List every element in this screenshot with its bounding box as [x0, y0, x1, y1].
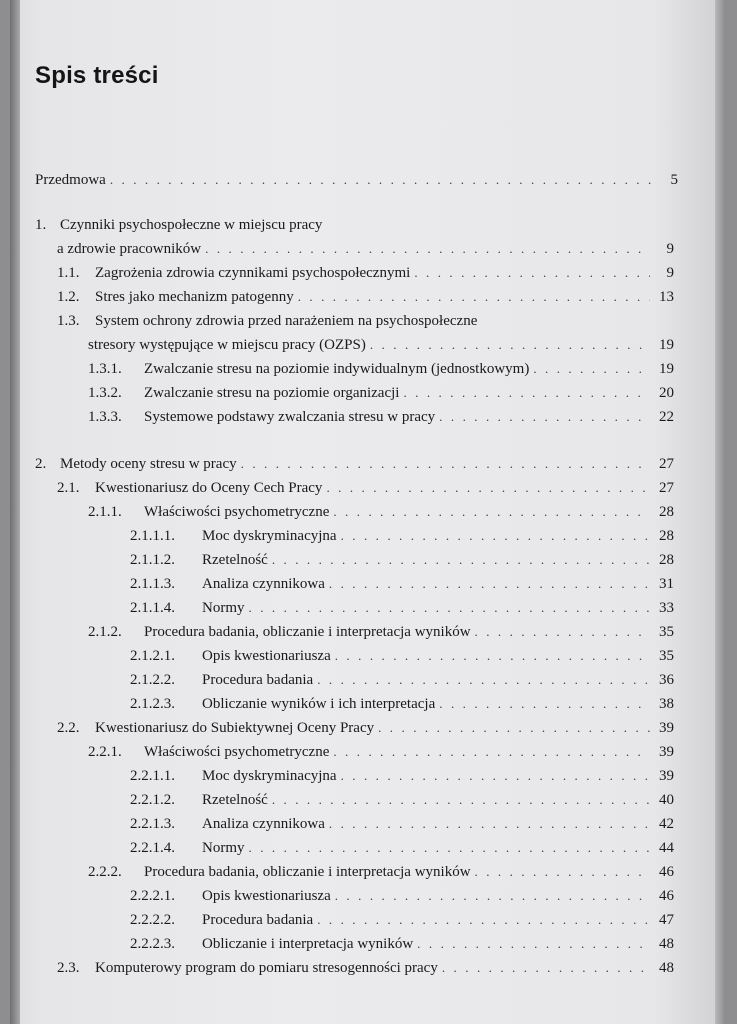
toc-entry-title: Systemowe podstawy zwalczania stresu w pracy	[144, 409, 436, 425]
dot-leader	[335, 646, 650, 666]
toc-entry-number: 2.1.2.2.	[130, 672, 175, 688]
toc-entry-title: Obliczanie i interpretacja wyników	[202, 936, 414, 952]
dot-leader	[317, 910, 650, 930]
toc-entry-title: Opis kwestionariusza	[202, 888, 331, 904]
toc-entry	[57, 958, 674, 978]
toc-entry-number: 1.	[35, 217, 47, 233]
toc-entry-title: Procedura badania	[202, 912, 314, 928]
dot-leader	[110, 170, 654, 190]
toc-entry	[130, 598, 674, 618]
dot-leader	[475, 862, 650, 882]
toc-entry	[57, 239, 674, 259]
dot-leader	[439, 407, 650, 427]
toc-entry	[130, 910, 674, 930]
toc-entry-page: 39	[659, 768, 674, 784]
toc-entry-page: 31	[659, 576, 674, 592]
dot-leader	[326, 478, 650, 498]
toc-entry-page: 39	[659, 744, 674, 760]
toc-entry-page: 46	[659, 864, 674, 880]
toc-entry	[88, 383, 674, 403]
toc-entry-title: Właściwości psychometryczne	[144, 504, 330, 520]
toc-entry-number: 1.3.	[57, 313, 80, 329]
dot-leader	[475, 622, 650, 642]
toc-entry	[35, 454, 674, 474]
toc-entry	[57, 311, 477, 331]
toc-entry-page: 27	[659, 456, 674, 472]
toc-entry-title: Kwestionariusz do Oceny Cech Pracy	[95, 480, 323, 496]
toc-entry-page: 36	[659, 672, 674, 688]
toc-entry	[130, 670, 674, 690]
toc-entry	[35, 215, 322, 235]
dot-leader	[370, 335, 650, 355]
dot-leader	[333, 502, 650, 522]
toc-entry-number: 1.3.1.	[88, 361, 122, 377]
toc-entry-title: a zdrowie pracowników	[57, 241, 202, 257]
toc-entry-page: 13	[659, 289, 674, 305]
toc-entry-number: 2.1.2.1.	[130, 648, 175, 664]
toc-entry-page: 5	[670, 172, 678, 188]
toc-entry-title: Zagrożenia zdrowia czynnikami psychospołecznymi	[95, 265, 411, 281]
toc-entry-page: 27	[659, 480, 674, 496]
toc-entry-title: Moc dyskryminacyjna	[202, 768, 337, 784]
toc-entry	[57, 263, 674, 283]
toc-entry-number: 2.2.2.3.	[130, 936, 175, 952]
toc-entry-title: Rzetelność	[202, 552, 268, 568]
toc-entry-number: 1.2.	[57, 289, 80, 305]
dot-leader	[378, 718, 650, 738]
toc-entry-title: Normy	[202, 600, 245, 616]
toc-entry-number: 2.2.1.2.	[130, 792, 175, 808]
page-edge	[715, 0, 726, 1024]
toc-entry-page: 38	[659, 696, 674, 712]
toc-entry-number: 2.2.1.3.	[130, 816, 175, 832]
toc-entry-number: 2.1.1.4.	[130, 600, 175, 616]
toc-entry-title: Właściwości psychometryczne	[144, 744, 330, 760]
toc-entry-number: 2.2.1.1.	[130, 768, 175, 784]
page-title: Spis treści	[35, 62, 159, 89]
toc-entry-title: Normy	[202, 840, 245, 856]
toc-entry-title: Obliczanie wyników i ich interpretacja	[202, 696, 436, 712]
dot-leader	[317, 670, 650, 690]
toc-entry-page: 33	[659, 600, 674, 616]
dot-leader	[205, 239, 650, 259]
dot-leader	[329, 814, 650, 834]
toc-entry	[57, 718, 674, 738]
toc-entry-number: 2.2.1.4.	[130, 840, 175, 856]
toc-entry	[88, 742, 674, 762]
toc-entry-number: 2.2.	[57, 720, 80, 736]
dot-leader	[533, 359, 650, 379]
toc-entry-number: 2.3.	[57, 960, 80, 976]
toc-entry-page: 20	[659, 385, 674, 401]
toc-entry-page: 44	[659, 840, 674, 856]
toc-entry-number: 2.1.2.3.	[130, 696, 175, 712]
toc-entry-page: 19	[659, 337, 674, 353]
toc-entry-page: 48	[659, 936, 674, 952]
toc-entry-page: 28	[659, 528, 674, 544]
toc-entry-title: Rzetelność	[202, 792, 268, 808]
toc-entry-number: 2.2.2.1.	[130, 888, 175, 904]
toc-entry	[130, 838, 674, 858]
dot-leader	[341, 766, 650, 786]
toc-entry-page: 48	[659, 960, 674, 976]
toc-entry-title: Kwestionariusz do Subiektywnej Oceny Pracy	[95, 720, 375, 736]
toc-entry-page: 9	[666, 265, 674, 281]
toc-entry-page: 39	[659, 720, 674, 736]
toc-entry-title: Zwalczanie stresu na poziomie indywidualnym (jednostkowym)	[144, 361, 530, 377]
toc-entry	[35, 170, 678, 190]
toc-entry-title: Procedura badania	[202, 672, 314, 688]
toc-entry	[130, 550, 674, 570]
toc-entry-number: 2.1.1.1.	[130, 528, 175, 544]
toc-entry-number: 2.1.2.	[88, 624, 122, 640]
dot-leader	[417, 934, 650, 954]
toc-entry-number: 2.	[35, 456, 47, 472]
toc-entry-title: Procedura badania, obliczanie i interpretacja wyników	[144, 624, 471, 640]
toc-entry-number: 1.3.3.	[88, 409, 122, 425]
toc-entry-title: Procedura badania, obliczanie i interpretacja wyników	[144, 864, 471, 880]
toc-entry-number: 2.1.1.3.	[130, 576, 175, 592]
book-spine	[10, 0, 20, 1024]
toc-entry-title: Komputerowy program do pomiaru stresogenności pracy	[95, 960, 438, 976]
toc-entry-number: 2.2.2.2.	[130, 912, 175, 928]
toc-entry-title: Moc dyskryminacyjna	[202, 528, 337, 544]
toc-entry-title: stresory występujące w miejscu pracy (OZPS)	[88, 337, 366, 353]
toc-entry-number: 2.2.2.	[88, 864, 122, 880]
toc-entry	[130, 574, 674, 594]
book-page	[10, 0, 726, 1024]
dot-leader	[333, 742, 650, 762]
toc-entry-page: 35	[659, 648, 674, 664]
toc-entry-number: 2.1.	[57, 480, 80, 496]
toc-entry	[130, 694, 674, 714]
toc-entry-number: 1.1.	[57, 265, 80, 281]
toc-entry-title: System ochrony zdrowia przed narażeniem na psychospołeczne	[95, 313, 478, 329]
toc-entry-page: 28	[659, 504, 674, 520]
toc-entry-title: Czynniki psychospołeczne w miejscu pracy	[60, 217, 323, 233]
toc-entry	[57, 478, 674, 498]
toc-entry-title: Opis kwestionariusza	[202, 648, 331, 664]
toc-entry-title: Metody oceny stresu w pracy	[60, 456, 237, 472]
toc-entry	[88, 359, 674, 379]
toc-entry	[88, 862, 674, 882]
toc-entry-number: 2.1.1.2.	[130, 552, 175, 568]
toc-entry-page: 42	[659, 816, 674, 832]
toc-entry-title: Analiza czynnikowa	[202, 816, 325, 832]
toc-entry	[88, 622, 674, 642]
toc-entry-title: Przedmowa	[35, 172, 106, 188]
toc-entry-page: 28	[659, 552, 674, 568]
dot-leader	[272, 790, 650, 810]
dot-leader	[439, 694, 650, 714]
toc-entry-page: 46	[659, 888, 674, 904]
dot-leader	[329, 574, 650, 594]
dot-leader	[249, 598, 651, 618]
toc-entry-number: 2.2.1.	[88, 744, 122, 760]
toc-entry	[130, 934, 674, 954]
toc-entry	[130, 526, 674, 546]
toc-entry	[88, 407, 674, 427]
toc-entry-page: 19	[659, 361, 674, 377]
toc-entry	[130, 814, 674, 834]
toc-entry-page: 47	[659, 912, 674, 928]
toc-entry	[88, 502, 674, 522]
toc-entry-page: 35	[659, 624, 674, 640]
dot-leader	[414, 263, 650, 283]
toc-entry	[88, 335, 674, 355]
dot-leader	[241, 454, 650, 474]
toc-entry-title: Zwalczanie stresu na poziomie organizacji	[144, 385, 400, 401]
dot-leader	[341, 526, 650, 546]
dot-leader	[442, 958, 650, 978]
toc-entry-title: Analiza czynnikowa	[202, 576, 325, 592]
toc-entry	[130, 886, 674, 906]
toc-entry	[130, 790, 674, 810]
dot-leader	[298, 287, 650, 307]
toc-entry	[57, 287, 674, 307]
toc-entry-page: 40	[659, 792, 674, 808]
toc-entry	[130, 646, 674, 666]
dot-leader	[403, 383, 650, 403]
dot-leader	[272, 550, 650, 570]
toc-entry	[130, 766, 674, 786]
toc-entry-page: 9	[666, 241, 674, 257]
toc-entry-page: 22	[659, 409, 674, 425]
dot-leader	[249, 838, 651, 858]
toc-entry-title: Stres jako mechanizm patogenny	[95, 289, 294, 305]
toc-entry-number: 2.1.1.	[88, 504, 122, 520]
dot-leader	[335, 886, 650, 906]
toc-entry-number: 1.3.2.	[88, 385, 122, 401]
